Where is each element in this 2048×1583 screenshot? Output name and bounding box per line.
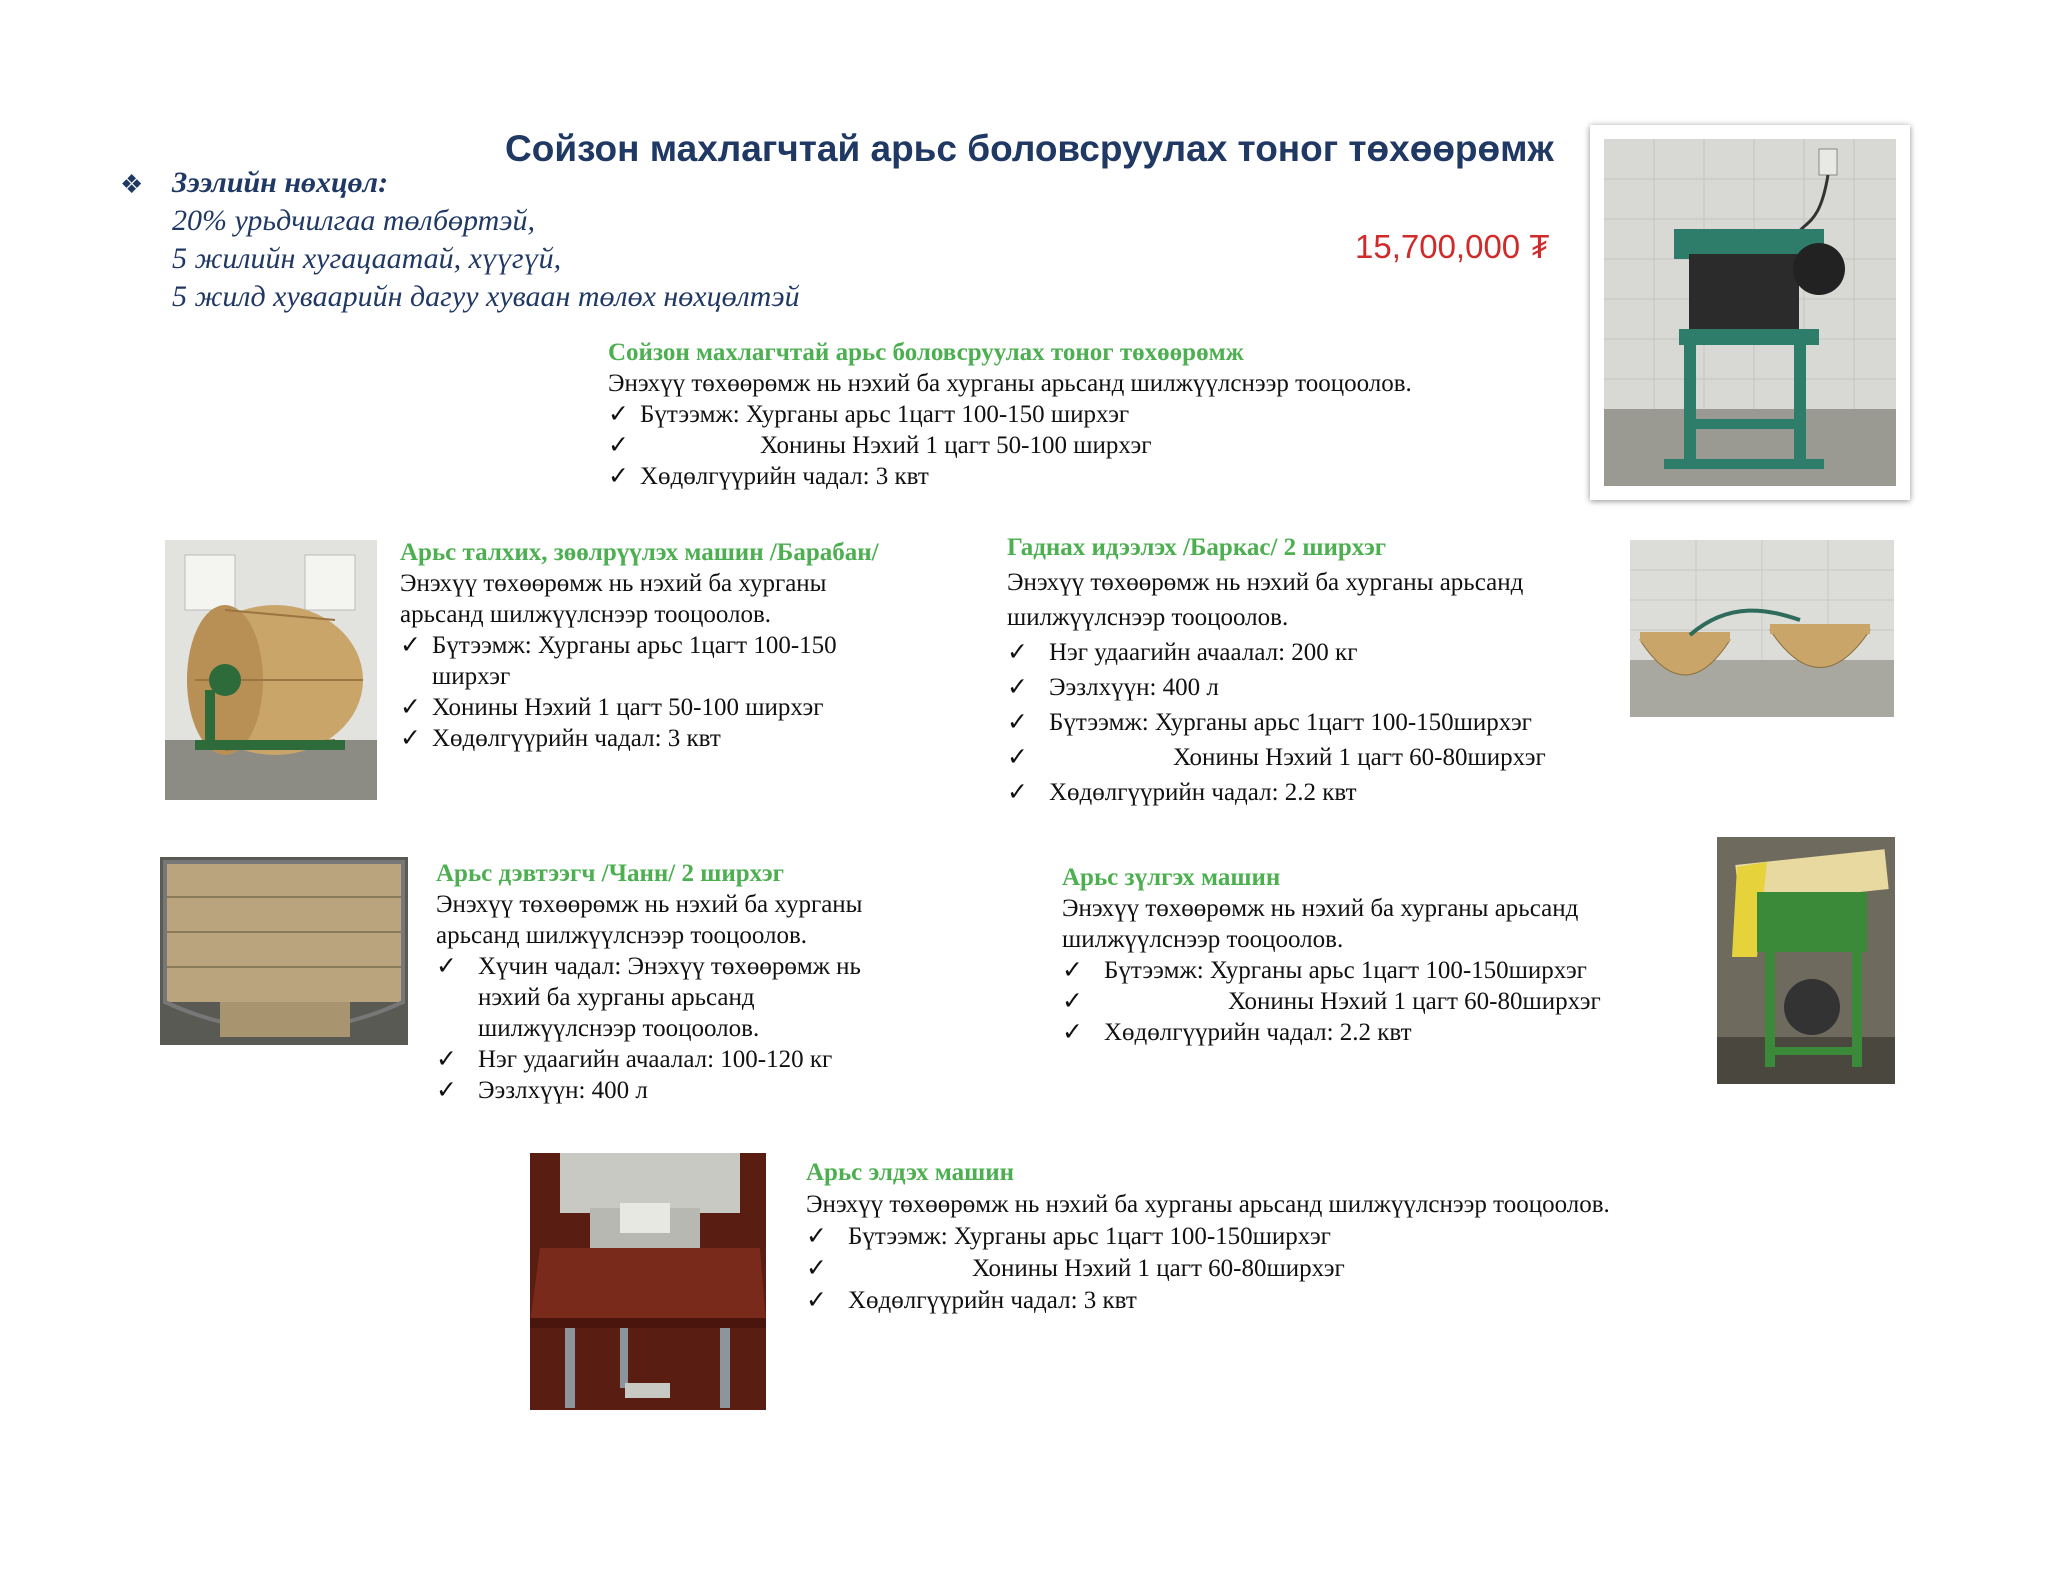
chann-image bbox=[160, 857, 408, 1045]
loan-terms-heading: Зээлийн нөхцөл: bbox=[172, 166, 389, 199]
spec-item: Бүтээмж: Хурганы арьс 1цагт 100-150ширхэг bbox=[848, 1223, 1331, 1250]
section-heading: Арьс зүлгэх машин bbox=[1062, 864, 1281, 891]
check-icon: ✓ bbox=[806, 1223, 827, 1250]
section-description: шилжүүлснээр тооцоолов. bbox=[1007, 604, 1289, 631]
check-icon: ✓ bbox=[436, 953, 457, 980]
spec-item: Хөдөлгүүрийн чадал: 3 квт bbox=[432, 725, 721, 752]
chann-photo bbox=[160, 857, 408, 1045]
spec-item: Хонины Нэхий 1 цагт 60-80ширхэг bbox=[1173, 744, 1546, 771]
spec-item: Хөдөлгүүрийн чадал: 3 квт bbox=[848, 1287, 1137, 1314]
section-description: Энэхүү төхөөрөмж нь нэхий ба хурганы арьсанд bbox=[1062, 895, 1579, 922]
spec-item: Хөдөлгүүрийн чадал: 2.2 квт bbox=[1104, 1019, 1412, 1046]
check-icon: ✓ bbox=[1007, 709, 1028, 736]
main-machine-photo bbox=[1590, 125, 1910, 500]
price: 15,700,000 ₮ bbox=[1355, 228, 1550, 265]
spec-item: Нэг удаагийн ачаалал: 100-120 кг bbox=[478, 1046, 833, 1073]
section-description: Энэхүү төхөөрөмж нь нэхий ба хурганы арьсанд bbox=[1007, 569, 1524, 596]
spec-item: Бүтээмж: Хурганы арьс 1цагт 100-150ширхэг bbox=[1104, 957, 1587, 984]
section-heading: Арьс элдэх машин bbox=[806, 1159, 1015, 1186]
spec-item: Хонины Нэхий 1 цагт 60-80ширхэг bbox=[1228, 988, 1601, 1015]
spec-item: Хүчин чадал: Энэхүү төхөөрөмж нь bbox=[478, 953, 861, 980]
spec-item: Хөдөлгүүрийн чадал: 2.2 квт bbox=[1049, 779, 1357, 806]
chann-section bbox=[436, 858, 862, 1106]
check-icon: ✓ bbox=[400, 725, 421, 752]
section-description: Энэхүү төхөөрөмж нь нэхий ба хурганы арьсанд шилжүүлснээр тооцоолов. bbox=[608, 370, 1412, 397]
zulgeh-photo bbox=[1717, 837, 1895, 1084]
check-icon: ✓ bbox=[1062, 1019, 1083, 1046]
check-icon: ✓ bbox=[400, 632, 421, 659]
loan-term-line: 5 жилийн хугацаатай, хүүгүй, bbox=[172, 242, 562, 275]
drum-machine-image bbox=[165, 540, 377, 800]
sanding-machine-image bbox=[1717, 837, 1895, 1084]
diamond-bullet-icon: ❖ bbox=[120, 170, 144, 199]
barkas-photo bbox=[1630, 540, 1894, 717]
spec-item: Хонины Нэхий 1 цагт 60-80ширхэг bbox=[972, 1255, 1345, 1282]
check-icon: ✓ bbox=[608, 463, 629, 490]
stretching-machine-image bbox=[530, 1153, 766, 1410]
barkas-image bbox=[1630, 540, 1894, 717]
section-description: Энэхүү төхөөрөмж нь нэхий ба хурганы арьсанд шилжүүлснээр тооцоолов. bbox=[806, 1191, 1610, 1218]
check-icon: ✓ bbox=[806, 1287, 827, 1314]
check-icon: ✓ bbox=[1062, 957, 1083, 984]
eldeh-section bbox=[806, 1157, 1610, 1317]
spec-item: Бүтээмж: Хурганы арьс 1цагт 100-150ширхэг bbox=[1049, 709, 1532, 736]
spec-item: Хонины Нэхий 1 цагт 50-100 ширхэг bbox=[760, 432, 1152, 459]
section-description: шилжүүлснээр тооцоолов. bbox=[1062, 926, 1344, 953]
check-icon: ✓ bbox=[1007, 744, 1028, 771]
loan-terms bbox=[120, 164, 800, 316]
spec-item: Хонины Нэхий 1 цагт 50-100 ширхэг bbox=[432, 694, 824, 721]
check-icon: ✓ bbox=[1007, 639, 1028, 666]
spec-item: шилжүүлснээр тооцоолов. bbox=[478, 1015, 760, 1042]
check-icon: ✓ bbox=[608, 432, 629, 459]
check-icon: ✓ bbox=[1007, 779, 1028, 806]
check-icon: ✓ bbox=[400, 694, 421, 721]
check-icon: ✓ bbox=[1007, 674, 1028, 701]
section-description: арьсанд шилжүүлснээр тооцоолов. bbox=[400, 601, 772, 628]
spec-item: Ээзлхүүн: 400 л bbox=[1049, 674, 1219, 701]
spec-item: ширхэг bbox=[432, 663, 511, 690]
section-heading: Арьс талхих, зөөлрүүлэх машин /Барабан/ bbox=[400, 539, 879, 566]
section-heading: Сойзон махлагчтай арьс боловсруулах тоног төхөөрөмж bbox=[608, 339, 1244, 366]
baraban-photo bbox=[165, 540, 377, 800]
spec-item: Хөдөлгүүрийн чадал: 3 квт bbox=[640, 463, 929, 490]
section-description: Энэхүү төхөөрөмж нь нэхий ба хурганы bbox=[436, 891, 863, 918]
section-heading: Арьс дэвтээгч /Чанн/ 2 ширхэг bbox=[436, 860, 784, 887]
loan-term-line: 5 жилд хуваарийн дагуу хуваан төлөх нөхцөлтэй bbox=[172, 280, 800, 313]
section-description: арьсанд шилжүүлснээр тооцоолов. bbox=[436, 922, 808, 949]
eldeh-photo bbox=[530, 1153, 766, 1410]
check-icon: ✓ bbox=[608, 401, 629, 428]
baraban-section bbox=[400, 537, 879, 754]
barkas-section bbox=[1007, 530, 1546, 810]
check-icon: ✓ bbox=[806, 1255, 827, 1282]
spec-item: Ээзлхүүн: 400 л bbox=[478, 1077, 648, 1104]
spec-item: нэхий ба хурганы арьсанд bbox=[478, 984, 755, 1011]
zulgeh-section bbox=[1062, 862, 1601, 1048]
main-machine-section bbox=[608, 337, 1412, 492]
loan-term-line: 20% урьдчилгаа төлбөртэй, bbox=[172, 204, 536, 237]
check-icon: ✓ bbox=[1062, 988, 1083, 1015]
section-description: Энэхүү төхөөрөмж нь нэхий ба хурганы bbox=[400, 570, 827, 597]
check-icon: ✓ bbox=[436, 1077, 457, 1104]
page-title: Сойзон махлагчтай арьс боловсруулах тоног төхөөрөмж bbox=[505, 128, 1554, 169]
check-icon: ✓ bbox=[436, 1046, 457, 1073]
spec-item: Бүтээмж: Хурганы арьс 1цагт 100-150 bbox=[432, 632, 837, 659]
main-machine-image bbox=[1604, 139, 1896, 486]
spec-item: Бүтээмж: Хурганы арьс 1цагт 100-150 ширхэг bbox=[640, 401, 1130, 428]
section-heading: Гаднах идээлэх /Баркас/ 2 ширхэг bbox=[1007, 534, 1387, 561]
spec-item: Нэг удаагийн ачаалал: 200 кг bbox=[1049, 639, 1358, 666]
